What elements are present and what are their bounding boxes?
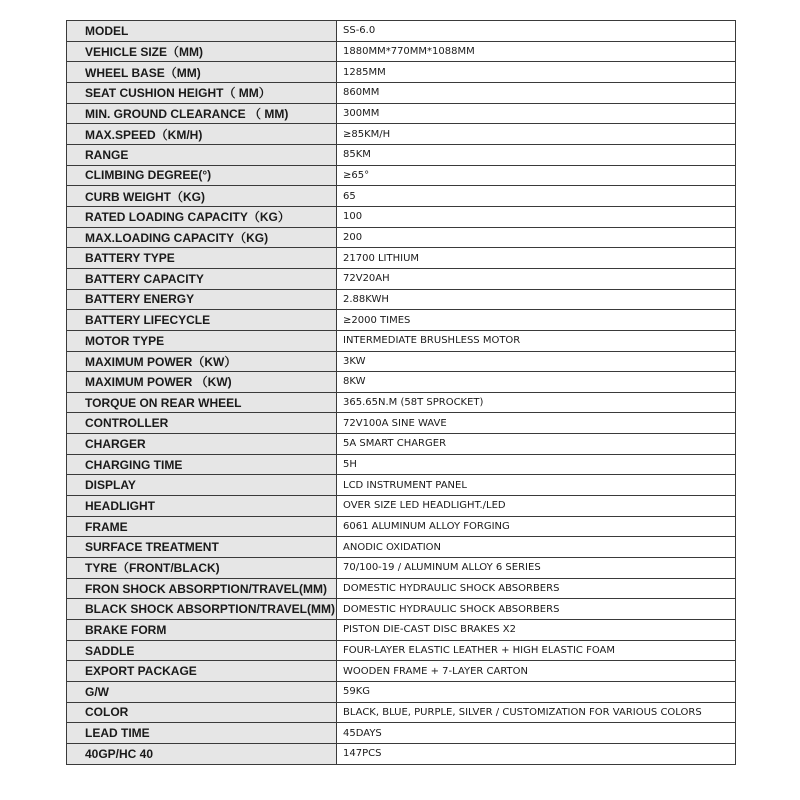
spec-row <box>67 206 736 227</box>
spec-row <box>67 558 736 579</box>
spec-label: G/W <box>67 682 337 703</box>
spec-label: WHEEL BASE（MM) <box>67 62 337 83</box>
spec-row <box>67 640 736 661</box>
spec-value: 300MM <box>337 103 736 124</box>
spec-value: 100 <box>337 206 736 227</box>
spec-row <box>67 41 736 62</box>
spec-value: ANODIC OXIDATION <box>337 537 736 558</box>
spec-label: SURFACE TREATMENT <box>67 537 337 558</box>
spec-label: MODEL <box>67 21 337 42</box>
spec-row <box>67 144 736 165</box>
spec-value: FOUR-LAYER ELASTIC LEATHER + HIGH ELASTIC FOAM <box>337 640 736 661</box>
spec-row <box>67 103 736 124</box>
spec-row <box>67 743 736 764</box>
spec-label: MAXIMUM POWER（KW） <box>67 351 337 372</box>
spec-row <box>67 537 736 558</box>
spec-value: LCD INSTRUMENT PANEL <box>337 475 736 496</box>
spec-label: SADDLE <box>67 640 337 661</box>
spec-label: MAX.LOADING CAPACITY（KG) <box>67 227 337 248</box>
spec-value: WOODEN FRAME + 7-LAYER CARTON <box>337 661 736 682</box>
spec-label: HEADLIGHT <box>67 496 337 517</box>
spec-value: 70/100-19 / ALUMINUM ALLOY 6 SERIES <box>337 558 736 579</box>
spec-label: LEAD TIME <box>67 723 337 744</box>
spec-row <box>67 620 736 641</box>
spec-row <box>67 413 736 434</box>
spec-label: RATED LOADING CAPACITY（KG） <box>67 206 337 227</box>
spec-value: BLACK, BLUE, PURPLE, SILVER / CUSTOMIZATION FOR VARIOUS COLORS <box>337 702 736 723</box>
spec-value: 1285MM <box>337 62 736 83</box>
spec-row <box>67 289 736 310</box>
spec-label: MOTOR TYPE <box>67 330 337 351</box>
spec-row <box>67 330 736 351</box>
spec-value: 5A SMART CHARGER <box>337 434 736 455</box>
spec-table <box>66 20 736 765</box>
spec-value: 72V20AH <box>337 268 736 289</box>
spec-value: 6061 ALUMINUM ALLOY FORGING <box>337 516 736 537</box>
spec-label: MIN. GROUND CLEARANCE （ MM) <box>67 103 337 124</box>
spec-row <box>67 372 736 393</box>
spec-value: 45DAYS <box>337 723 736 744</box>
spec-value: SS-6.0 <box>337 21 736 42</box>
spec-label: SEAT CUSHION HEIGHT（ MM） <box>67 82 337 103</box>
spec-value: 85KM <box>337 144 736 165</box>
spec-label: EXPORT PACKAGE <box>67 661 337 682</box>
spec-value: 1880MM*770MM*1088MM <box>337 41 736 62</box>
spec-label: BLACK SHOCK ABSORPTION/TRAVEL(MM) <box>67 599 337 620</box>
spec-row <box>67 351 736 372</box>
spec-label: CHARGER <box>67 434 337 455</box>
spec-value: DOMESTIC HYDRAULIC SHOCK ABSORBERS <box>337 578 736 599</box>
spec-label: RANGE <box>67 144 337 165</box>
spec-value: PISTON DIE-CAST DISC BRAKES X2 <box>337 620 736 641</box>
spec-label: VEHICLE SIZE（MM) <box>67 41 337 62</box>
spec-value: 5H <box>337 454 736 475</box>
spec-value: ≥2000 TIMES <box>337 310 736 331</box>
spec-row <box>67 227 736 248</box>
spec-value: 3KW <box>337 351 736 372</box>
spec-label: FRAME <box>67 516 337 537</box>
spec-value: 8KW <box>337 372 736 393</box>
spec-label: FRON SHOCK ABSORPTION/TRAVEL(MM) <box>67 578 337 599</box>
spec-row <box>67 82 736 103</box>
spec-row <box>67 248 736 269</box>
spec-row <box>67 578 736 599</box>
spec-row <box>67 310 736 331</box>
spec-row <box>67 186 736 207</box>
spec-value: 59KG <box>337 682 736 703</box>
spec-row <box>67 661 736 682</box>
spec-label: BATTERY ENERGY <box>67 289 337 310</box>
spec-row <box>67 434 736 455</box>
spec-label: BRAKE FORM <box>67 620 337 641</box>
spec-row <box>67 682 736 703</box>
spec-label: CURB WEIGHT（KG) <box>67 186 337 207</box>
spec-value: 72V100A SINE WAVE <box>337 413 736 434</box>
spec-row <box>67 392 736 413</box>
spec-table-body <box>67 21 736 765</box>
spec-value: 860MM <box>337 82 736 103</box>
spec-label: MAXIMUM POWER （KW) <box>67 372 337 393</box>
spec-label: TORQUE ON REAR WHEEL <box>67 392 337 413</box>
spec-row <box>67 62 736 83</box>
spec-value: ≥65° <box>337 165 736 186</box>
spec-row <box>67 454 736 475</box>
spec-row <box>67 702 736 723</box>
spec-value: 65 <box>337 186 736 207</box>
spec-row <box>67 475 736 496</box>
spec-value: OVER SIZE LED HEADLIGHT./LED <box>337 496 736 517</box>
spec-label: BATTERY CAPACITY <box>67 268 337 289</box>
spec-row <box>67 599 736 620</box>
spec-label: 40GP/HC 40 <box>67 743 337 764</box>
spec-label: TYRE（FRONT/BLACK) <box>67 558 337 579</box>
spec-row <box>67 124 736 145</box>
spec-value: 147PCS <box>337 743 736 764</box>
spec-row <box>67 268 736 289</box>
spec-label: BATTERY LIFECYCLE <box>67 310 337 331</box>
spec-label: COLOR <box>67 702 337 723</box>
spec-row <box>67 21 736 42</box>
spec-label: MAX.SPEED（KM/H) <box>67 124 337 145</box>
spec-row <box>67 496 736 517</box>
spec-label: CHARGING TIME <box>67 454 337 475</box>
spec-value: ≥85KM/H <box>337 124 736 145</box>
spec-value: 2.88KWH <box>337 289 736 310</box>
spec-row <box>67 165 736 186</box>
spec-value: INTERMEDIATE BRUSHLESS MOTOR <box>337 330 736 351</box>
spec-value: 21700 LITHIUM <box>337 248 736 269</box>
spec-row <box>67 516 736 537</box>
spec-value: 200 <box>337 227 736 248</box>
spec-row <box>67 723 736 744</box>
spec-label: BATTERY TYPE <box>67 248 337 269</box>
spec-value: 365.65N.M (58T SPROCKET) <box>337 392 736 413</box>
spec-label: CLIMBING DEGREE(°) <box>67 165 337 186</box>
spec-value: DOMESTIC HYDRAULIC SHOCK ABSORBERS <box>337 599 736 620</box>
spec-label: DISPLAY <box>67 475 337 496</box>
spec-label: CONTROLLER <box>67 413 337 434</box>
